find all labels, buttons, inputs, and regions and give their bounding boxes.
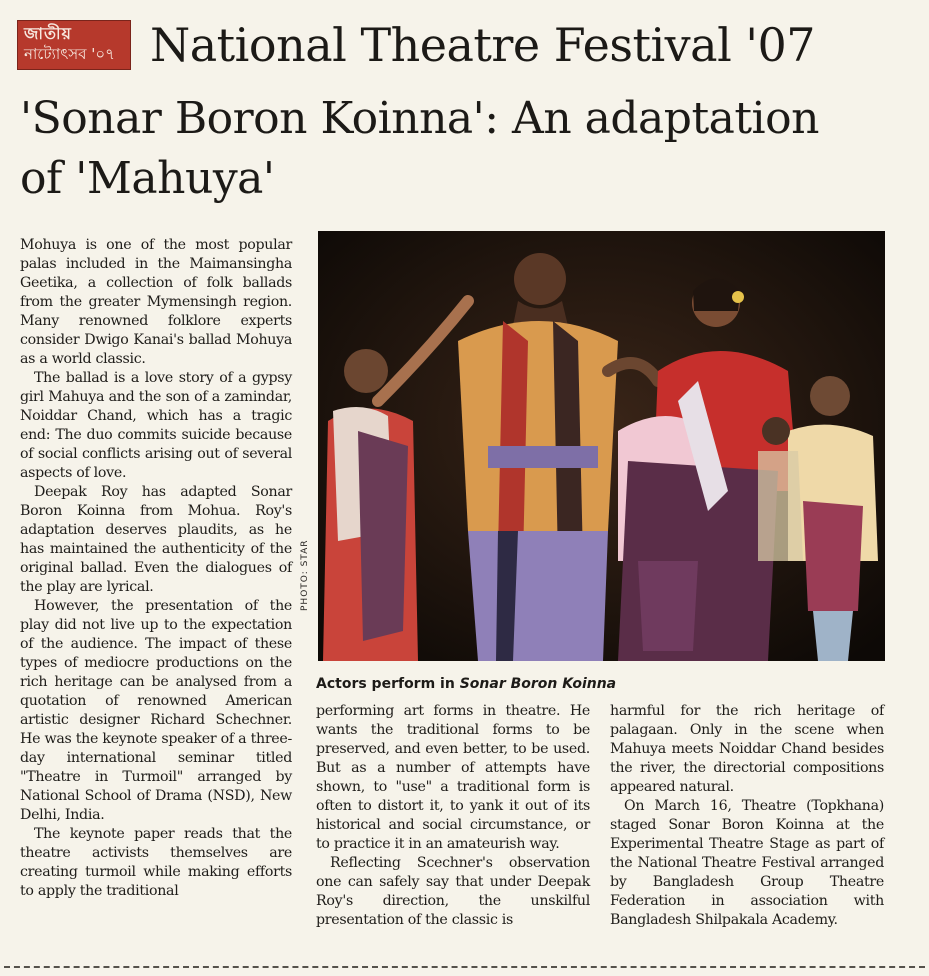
paragraph: The ballad is a love story of a gypsy girl Mahuya and the son of a zamindar, Noiddar Chand, which has a tragic end: The duo commits suicide because of social conflicts arising out of several aspects of love. [20,370,292,481]
logo-line-2: নাট্যোৎসব '০৭ [24,45,115,63]
paragraph: However, the presentation of the play did not live up to the expectation of the audience. The impact of these types of mediocre productions on the rich heritage can be analysed from a quotation of renowned American artistic designer Richard Schechner. He was the keynote speaker of a three-day international seminar titled "Theatre in Turmoil" arranged by National School of Drama (NSD), New Delhi, India. [20,598,292,823]
paragraph: Mohuya is one of the most popular palas included in the Maimansingha Geetika, a collection of folk ballads from the greater Mymensingh region. Many renowned folklore experts consider Dwigo Kanai's ballad Mohuya as a world classic. [20,237,292,367]
paragraph: The keynote paper reads that the theatre activists themselves are creating turmoil while making efforts to apply the traditional [20,826,292,899]
paragraph: On March 16, Theatre (Topkhana) staged Sonar Boron Koinna at the Experimental Theatre Stage as part of the National Theatre Festival arranged by Bangladesh Group Theatre Federation in association with Bangladesh Shilpakala Academy. [610,798,884,928]
photo-caption [316,676,616,692]
stage-photo [318,231,885,661]
cut-line-divider [4,966,925,968]
logo-line-1: জাতীয় [24,24,72,43]
paragraph: harmful for the rich heritage of palagaan. Only in the scene when Mahuya meets Noiddar Chand besides the river, the directorial compositions appeared natural. [610,703,884,795]
paragraph: Reflecting Scechner's observation one can safely say that under Deepak Roy's direction, the unskilful presentation of the classic is [316,855,590,928]
paragraph: performing art forms in theatre. He wants the traditional forms to be preserved, and even better, to be used. But as a number of attempts have shown, to "use" a traditional form is often to distort it, to yank it out of its historical and social circumstance, or to practice it in an amateurish way. [316,703,590,852]
festival-title: National Theatre Festival '07 [150,18,816,72]
caption-play-title: Sonar Boron Koinna [459,676,617,692]
photo-credit: PHOTO: STAR [300,539,310,611]
article-column-2 [316,702,590,930]
headline-line-1: 'Sonar Boron Koinna': An adaptation [20,93,819,144]
headline-line-2: of 'Mahuya' [20,153,275,204]
article-column-3 [610,702,884,930]
festival-logo [17,20,131,70]
paragraph: Deepak Roy has adapted Sonar Boron Koinna from Mohua. Roy's adaptation deserves plaudits, as he has maintained the authenticity of the original ballad. Even the dialogues of the play are lyrical. [20,484,292,595]
actors-on-stage-illustration [318,231,885,661]
caption-prefix: Actors perform in [316,676,460,692]
article-column-1 [20,236,292,901]
